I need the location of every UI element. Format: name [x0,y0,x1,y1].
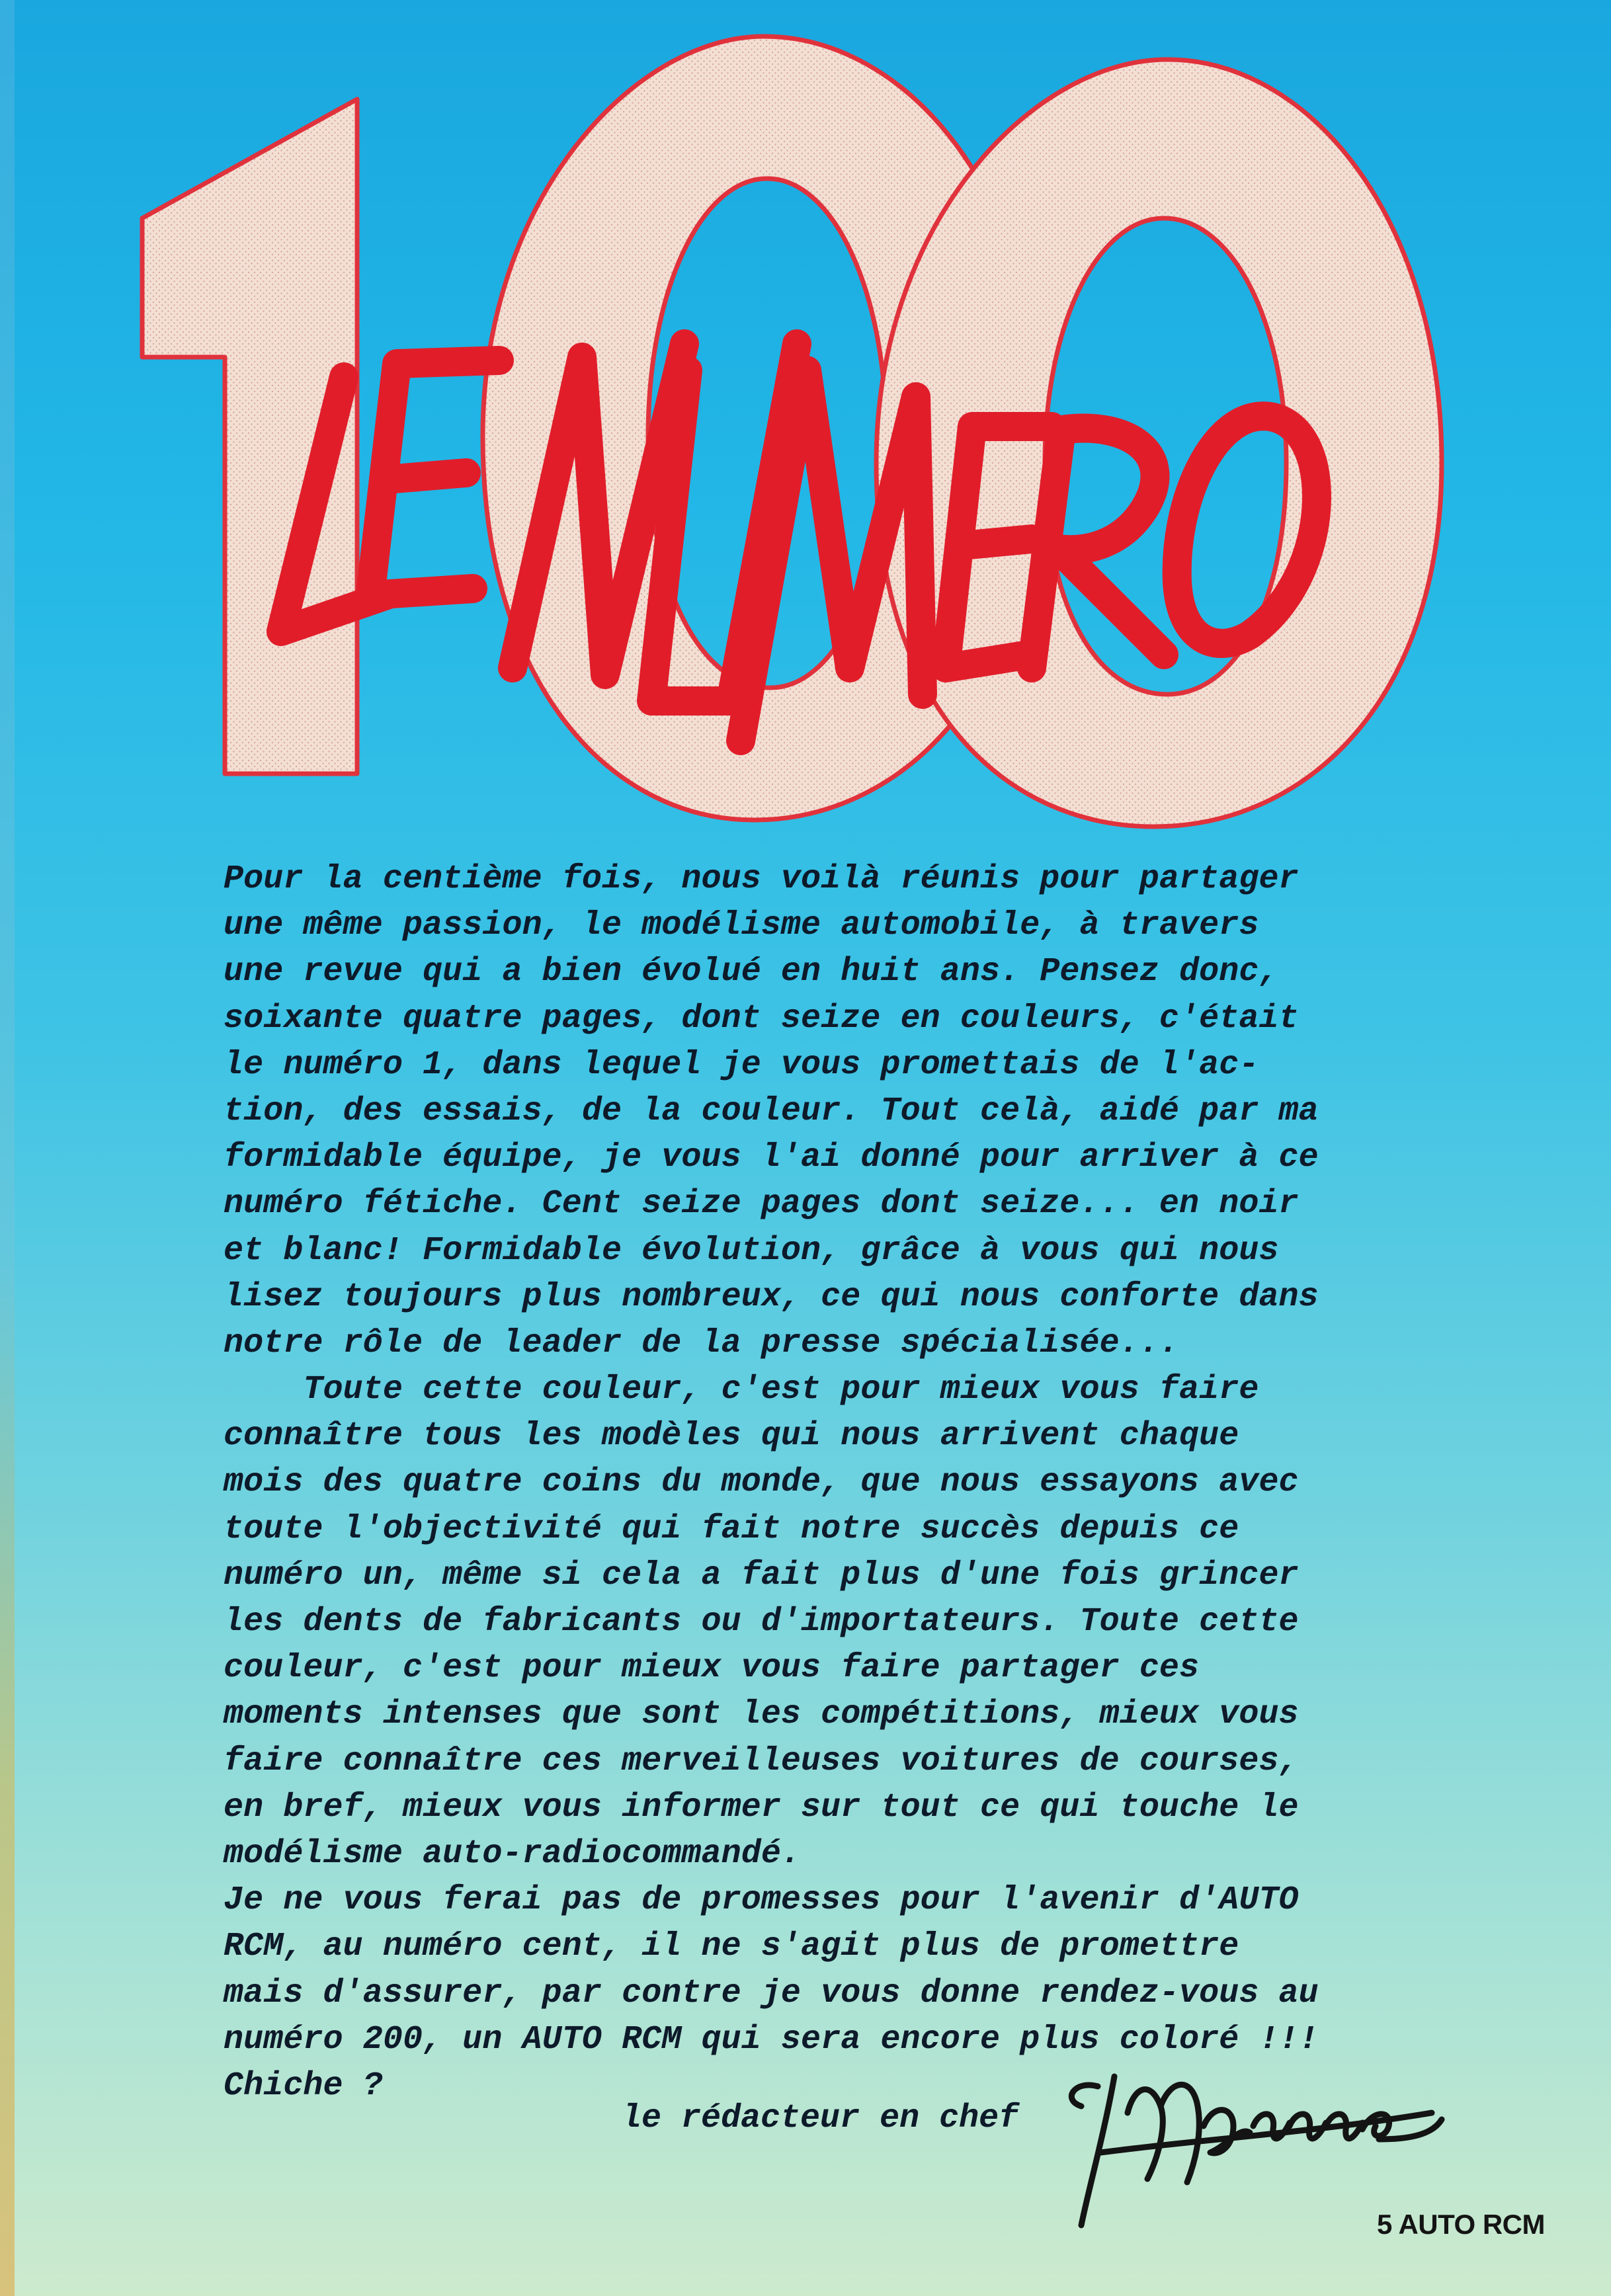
page-footer [1377,2209,1545,2240]
editorial-line: mois des quatre coins du monde, que nous essayons avec [224,1463,1299,1502]
editorial-line: connaître tous les modèles qui nous arrivent chaque [224,1417,1239,1456]
editorial-line: les dents de fabricants ou d'importateurs. Toute cette [224,1603,1299,1641]
editorial-line: formidable équipe, je vous l'ai donné pour arriver à ce [224,1139,1319,1177]
editorial-line: Je ne vous ferai pas de promesses pour l'avenir d'AUTO [224,1881,1299,1920]
editorial-line: moments intenses que sont les compétitions, mieux vous [224,1696,1299,1734]
headline-graphic [0,0,1611,873]
headline-artwork [0,0,1611,873]
editorial-line: couleur, c'est pour mieux vous faire partager ces [224,1649,1200,1688]
editorial-line: Pour la centième fois, nous voilà réunis pour partager [224,860,1299,898]
editorial-line: toute l'objectivité qui fait notre succès depuis ce [224,1510,1239,1548]
editorial-line: faire connaître ces merveilleuses voitures de courses, [224,1742,1299,1780]
editorial-line: et blanc! Formidable évolution, grâce à vous qui nous [224,1231,1279,1270]
page-number: 5 [1376,2209,1392,2240]
editorial-line: soixante quatre pages, dont seize en couleurs, c'était [224,999,1299,1038]
editorial-line: notre rôle de leader de la presse spécialisée... [224,1324,1180,1362]
editorial-line: RCM, au numéro cent, il ne s'agit plus de promettre [224,1928,1239,1966]
editorial-line: en bref, mieux vous informer sur tout ce qui touche le [224,1788,1299,1826]
editorial-line: numéro un, même si cela a fait plus d'une fois grincer [224,1556,1299,1594]
editorial-line: lisez toujours plus nombreux, ce qui nous conforte dans [224,1278,1319,1316]
editorial-line: une revue qui a bien évolué en huit ans. Pensez donc, [224,953,1279,991]
editorial-line: une même passion, le modélisme automobile, à travers [224,907,1259,945]
editorial-line: Toute cette couleur, c'est pour mieux vous faire [224,1371,1259,1409]
editorial-line: numéro 200, un AUTO RCM qui sera encore plus coloré !!! [224,2020,1319,2059]
signoff-text: le rédacteur en chef [622,2100,1019,2137]
editorial-line: numéro fétiche. Cent seize pages dont seize... en noir [224,1185,1299,1223]
editorial-line: Chiche ? [224,2067,383,2105]
editorial-line: le numéro 1, dans lequel je vous promettais de l'ac- [224,1046,1259,1084]
editorial-text [224,856,1513,2110]
magazine-name: AUTO RCM [1398,2209,1545,2240]
editorial-line: mais d'assurer, par contre je vous donne rendez-vous au [224,1974,1319,2012]
editorial-line: tion, des essais, de la couleur. Tout celà, aidé par ma [224,1092,1319,1130]
editorial-line: modélisme auto-radiocommandé. [224,1834,802,1873]
